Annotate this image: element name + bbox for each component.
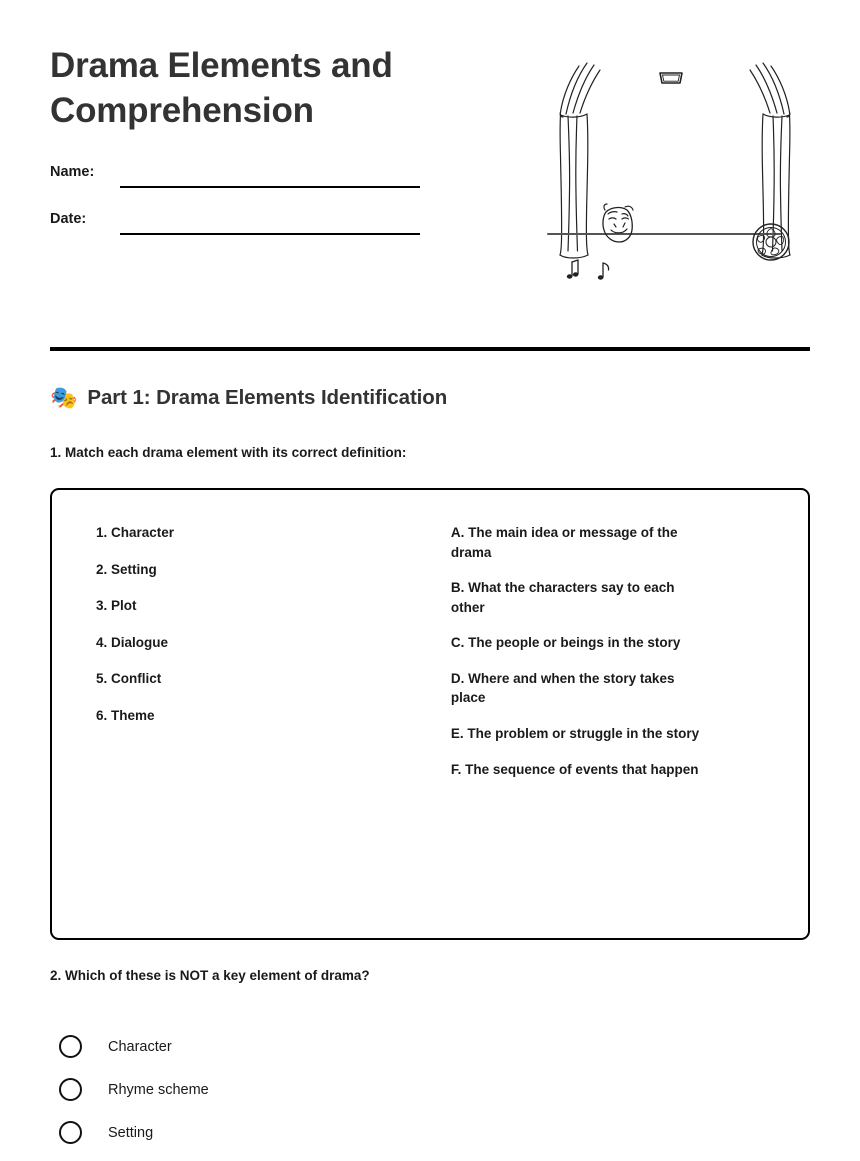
- list-item[interactable]: F. The sequence of events that happen: [450, 761, 699, 777]
- section-divider: [50, 347, 810, 351]
- stage-light-icon: [660, 73, 682, 83]
- theater-mask-icon: [603, 204, 633, 242]
- title-block: [50, 44, 480, 227]
- section-heading: [50, 386, 810, 410]
- list-item[interactable]: 5. Conflict: [96, 671, 162, 687]
- choice-label: Rhyme scheme: [108, 1081, 209, 1098]
- choice-label: Character: [108, 1038, 172, 1055]
- list-item[interactable]: C. The people or beings in the story: [450, 635, 681, 651]
- spotlight-wheel-icon: [753, 224, 789, 260]
- radio-button-icon[interactable]: [59, 1035, 82, 1058]
- list-item[interactable]: 4. Dialogue: [96, 634, 169, 650]
- performing-arts-masks-icon: 🎭: [50, 385, 78, 410]
- list-item[interactable]: 1. Character: [96, 525, 175, 540]
- radio-button-icon[interactable]: [59, 1121, 82, 1144]
- list-item[interactable]: D. Where and when the story takes place: [450, 670, 675, 706]
- question-1-prompt: 1. Match each drama element with its correct definition:: [50, 445, 407, 460]
- page-title: Drama Elements and Comprehension: [50, 46, 393, 130]
- choice-setting[interactable]: [50, 1111, 550, 1154]
- music-note-1-icon: [567, 260, 579, 279]
- left-curtain-icon: [560, 63, 600, 258]
- list-item[interactable]: 6. Theme: [96, 707, 155, 723]
- date-field-label: Date:: [50, 211, 87, 227]
- question-2-options: [50, 1025, 550, 1154]
- definitions-column: [421, 523, 782, 918]
- date-field-input-line[interactable]: [120, 233, 420, 235]
- matching-exercise-box: [50, 488, 810, 940]
- date-field-row: [50, 211, 430, 237]
- list-item[interactable]: A. The main idea or message of the drama: [450, 525, 678, 560]
- name-field-row: [50, 164, 430, 190]
- worksheet-header: [50, 44, 810, 294]
- list-item[interactable]: 3. Plot: [96, 598, 137, 614]
- music-note-2-icon: [598, 263, 609, 280]
- list-item[interactable]: E. The problem or struggle in the story: [450, 725, 700, 741]
- name-field-label: Name:: [50, 164, 95, 180]
- choice-label: Setting: [108, 1124, 154, 1141]
- choice-rhyme-scheme[interactable]: [50, 1068, 550, 1111]
- radio-button-icon[interactable]: [59, 1078, 82, 1101]
- choice-character[interactable]: [50, 1025, 550, 1068]
- theater-stage-illustration: [530, 44, 820, 294]
- drama-elements-column: [74, 523, 421, 918]
- section-title: Part 1: Drama Elements Identification: [87, 386, 448, 409]
- list-item[interactable]: 2. Setting: [96, 561, 157, 577]
- list-item[interactable]: B. What the characters say to each other: [450, 580, 675, 615]
- name-field-input-line[interactable]: [120, 186, 420, 188]
- question-2-prompt: 2. Which of these is NOT a key element of drama?: [50, 968, 370, 983]
